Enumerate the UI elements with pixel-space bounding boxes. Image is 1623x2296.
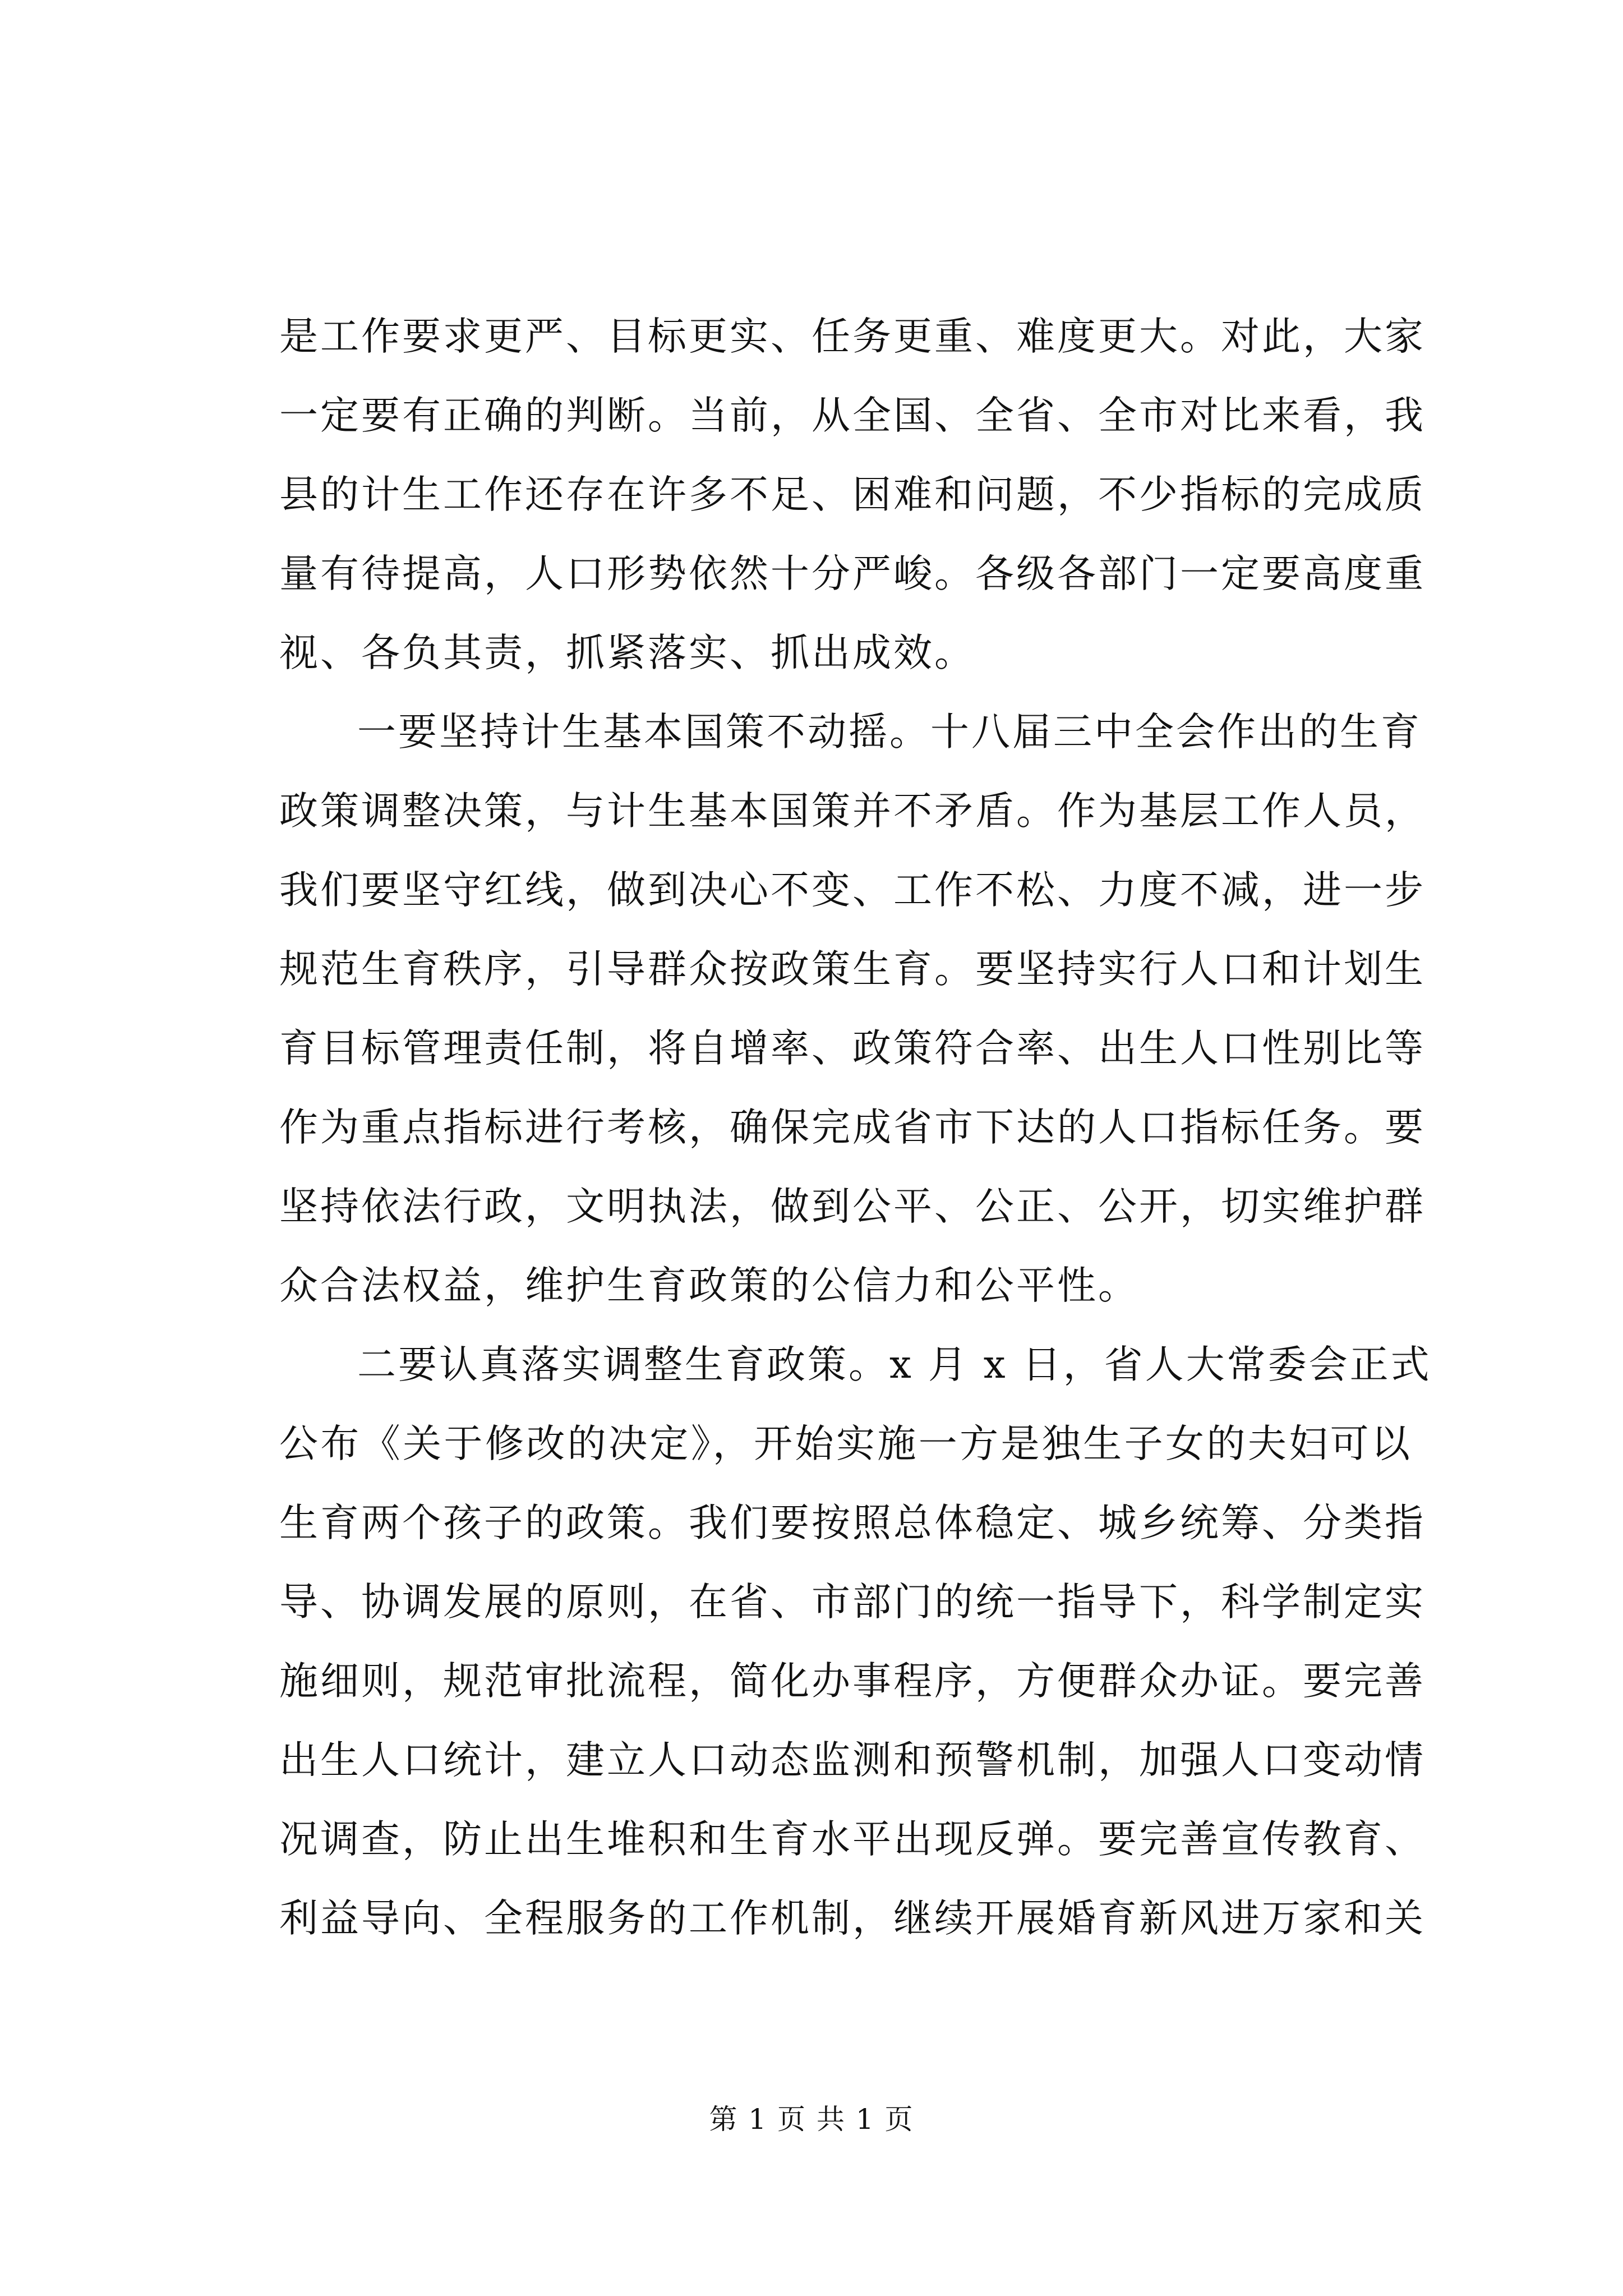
paragraph-line: 规范生育秩序，引导群众按政策生育。要坚持实行人口和计划生	[279, 947, 1426, 992]
paragraph-line: 生育两个孩子的政策。我们要按照总体稳定、城乡统筹、分类指	[279, 1501, 1426, 1545]
body-text	[279, 297, 1432, 1958]
paragraph-line: 我们要坚守红线，做到决心不变、工作不松、力度不减，进一步	[279, 868, 1426, 913]
paragraph-line: 作为重点指标进行考核，确保完成省市下达的人口指标任务。要	[279, 1105, 1426, 1150]
paragraph-line: 施细则，规范审批流程，简化办事程序，方便群众办证。要完善	[279, 1659, 1426, 1704]
paragraph-line: 坚持依法行政，文明执法，做到公平、公正、公开，切实维护群	[279, 1184, 1426, 1229]
paragraph-line: 利益导向、全程服务的工作机制，继续开展婚育新风进万家和关	[279, 1896, 1426, 1941]
paragraph-line: 一定要有正确的判断。当前，从全国、全省、全市对比来看，我	[279, 393, 1426, 438]
paragraph-first-line: 二要认真落实调整生育政策。x 月 x 日，省人大常委会正式	[357, 1342, 1432, 1387]
paragraph-line: 导、协调发展的原则，在省、市部门的统一指导下，科学制定实	[279, 1580, 1426, 1625]
paragraph-line: 政策调整决策，与计生基本国策并不矛盾。作为基层工作人员，	[279, 789, 1426, 834]
paragraph-line: 公布《关于修改的决定》，开始实施一方是独生子女的夫妇可以	[279, 1421, 1412, 1466]
paragraph-line: 育目标管理责任制，将自增率、政策符合率、出生人口性别比等	[279, 1026, 1426, 1071]
paragraph-line: 县的计生工作还存在许多不足、困难和问题，不少指标的完成质	[279, 472, 1426, 517]
paragraph-line: 出生人口统计，建立人口动态监测和预警机制，加强人口变动情	[279, 1738, 1426, 1783]
paragraph-line: 众合法权益，维护生育政策的公信力和公平性。	[279, 1263, 1139, 1308]
paragraph-line: 视、各负其责，抓紧落实、抓出成效。	[279, 631, 975, 675]
page-number-footer: 第 1 页 共 1 页	[709, 2103, 914, 2136]
paragraph-line: 况调查，防止出生堆积和生育水平出现反弹。要完善宣传教育、	[279, 1817, 1426, 1862]
paragraph-first-line: 一要坚持计生基本国策不动摇。十八届三中全会作出的生育	[357, 710, 1422, 754]
paragraph-line: 是工作要求更严、目标更实、任务更重、难度更大。对此，大家	[279, 314, 1426, 359]
paragraph-line: 量有待提高，人口形势依然十分严峻。各级各部门一定要高度重	[279, 551, 1426, 596]
